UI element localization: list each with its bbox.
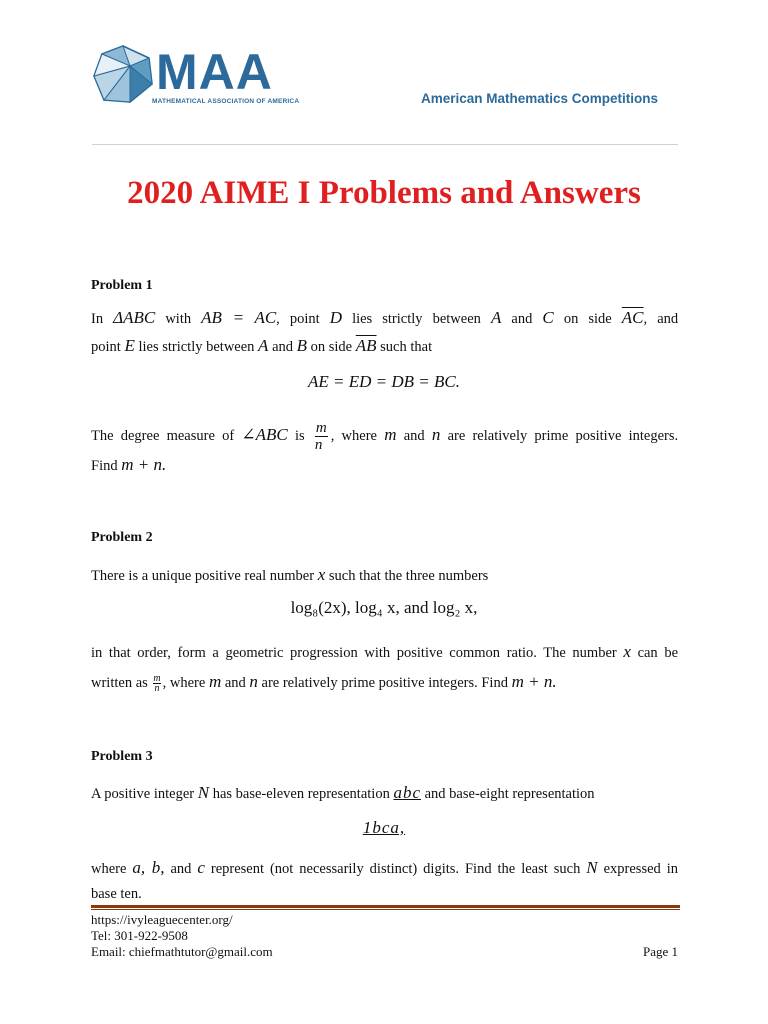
maa-logo-text: MAA [156,44,273,100]
text: on side [310,339,353,355]
text: such that [380,339,433,355]
math-var: x [317,565,326,584]
footer-phone: Tel: 301-922-9508 [91,928,188,943]
math-var: A [258,336,269,355]
math-equation: AB = AC [201,308,277,327]
text: There is a unique positive real number [91,568,315,584]
problem-3-display-equation [0,818,768,838]
text: with [165,311,192,327]
maa-icosahedron-logo-icon [92,44,154,104]
text: on side [563,311,612,327]
problem-3-line-2 [91,858,678,879]
math-segment: $\overline{AC}$ [621,308,644,327]
text: and [272,339,293,355]
math-fraction [315,420,328,453]
math-base-8-digits: 1bca, [362,818,406,837]
math-triangle: ΔABC [113,308,156,327]
text: In [91,311,104,327]
problem-1-line-1 [91,308,678,329]
amc-tagline: American Mathematics Competitions [421,91,659,106]
text: and [403,427,425,444]
math-var: n [431,424,441,444]
text: A positive integer [91,786,195,802]
math-var: m [384,424,397,444]
math-var: D [329,308,342,327]
footer-divider [91,905,680,908]
math-var: N [586,858,598,877]
math-expression: m + n. [121,455,167,474]
text: where [91,861,127,877]
header-divider [92,144,678,145]
problem-2-line-2 [91,642,678,663]
text: is [294,427,305,444]
problem-2-line-3 [91,672,557,693]
problem-2-display-equation: log₈(2x), log₄ x, and log₂ x, [290,598,478,617]
math-var: B [296,336,308,355]
problem-1-line-2 [91,336,432,357]
math-var: n [249,672,258,691]
text: represent (not necessarily distinct) digits. Find the least such [210,861,581,877]
math-var: C [542,308,554,327]
text: has base-eleven representation [212,786,390,802]
footer-url-link[interactable]: https://ivyleaguecenter.org/ [91,912,233,927]
text: are relatively prime positive integers. Find [261,675,508,691]
text: point [91,339,121,355]
problem-2-line-1 [91,565,488,586]
math-expression: m + n. [511,672,557,691]
problem-1-line-4 [91,455,166,476]
text: and base-eight representation [424,786,595,802]
text: , where [162,675,206,691]
problem-3-heading: Problem 3 [91,749,153,764]
problem-2-heading: Problem 2 [91,530,153,545]
fraction-numerator: m [153,673,161,685]
text: lies strictly between [138,339,255,355]
problem-3-line-1 [91,783,595,804]
problem-1-line-3 [91,420,678,453]
text: can be [637,645,679,661]
math-base-11-digits: abc [393,783,421,802]
math-var: c [197,858,205,877]
math-var: E [124,336,135,355]
math-fraction [153,674,160,693]
text: , and [643,311,679,327]
text: , point [276,311,320,327]
problem-1-display-equation: AE = ED = DB = BC. [308,372,460,391]
text: Find [91,458,118,474]
text: and [224,675,246,691]
footer-divider-thin [91,909,680,910]
text: , where [330,427,377,444]
fraction-denominator: n [314,437,323,453]
text: in that order, form a geometric progression with positive common ratio. The number [91,645,617,661]
text: lies strictly between [352,311,481,327]
problem-1-heading: Problem 1 [91,278,153,293]
math-var: x [623,642,631,661]
math-var: m [208,672,222,691]
document-title: 2020 AIME I Problems and Answers [127,175,641,211]
text: The degree measure of [91,427,235,444]
maa-logo-subtitle: MATHEMATICAL ASSOCIATION OF AMERICA [152,98,300,105]
header [92,40,678,146]
text: and [170,861,192,877]
text: written as [91,675,148,691]
text: expressed in [603,861,679,877]
text: are relatively prime positive integers. [447,427,679,444]
math-var: A [490,308,502,327]
footer-email: Email: chiefmathtutor@gmail.com [91,944,273,959]
fraction-numerator: m [315,420,327,436]
math-angle: ∠ABC [241,424,288,444]
fraction-denominator: n [154,683,160,695]
page-number: Page 1 [642,944,678,959]
text: such that the three numbers [328,568,489,584]
math-segment: $\overline{AB}$ [355,336,377,355]
math-digits: a, b, [132,858,165,877]
problem-3-line-3: base ten. [91,886,142,902]
text: and [511,311,533,327]
math-var: N [197,783,210,802]
